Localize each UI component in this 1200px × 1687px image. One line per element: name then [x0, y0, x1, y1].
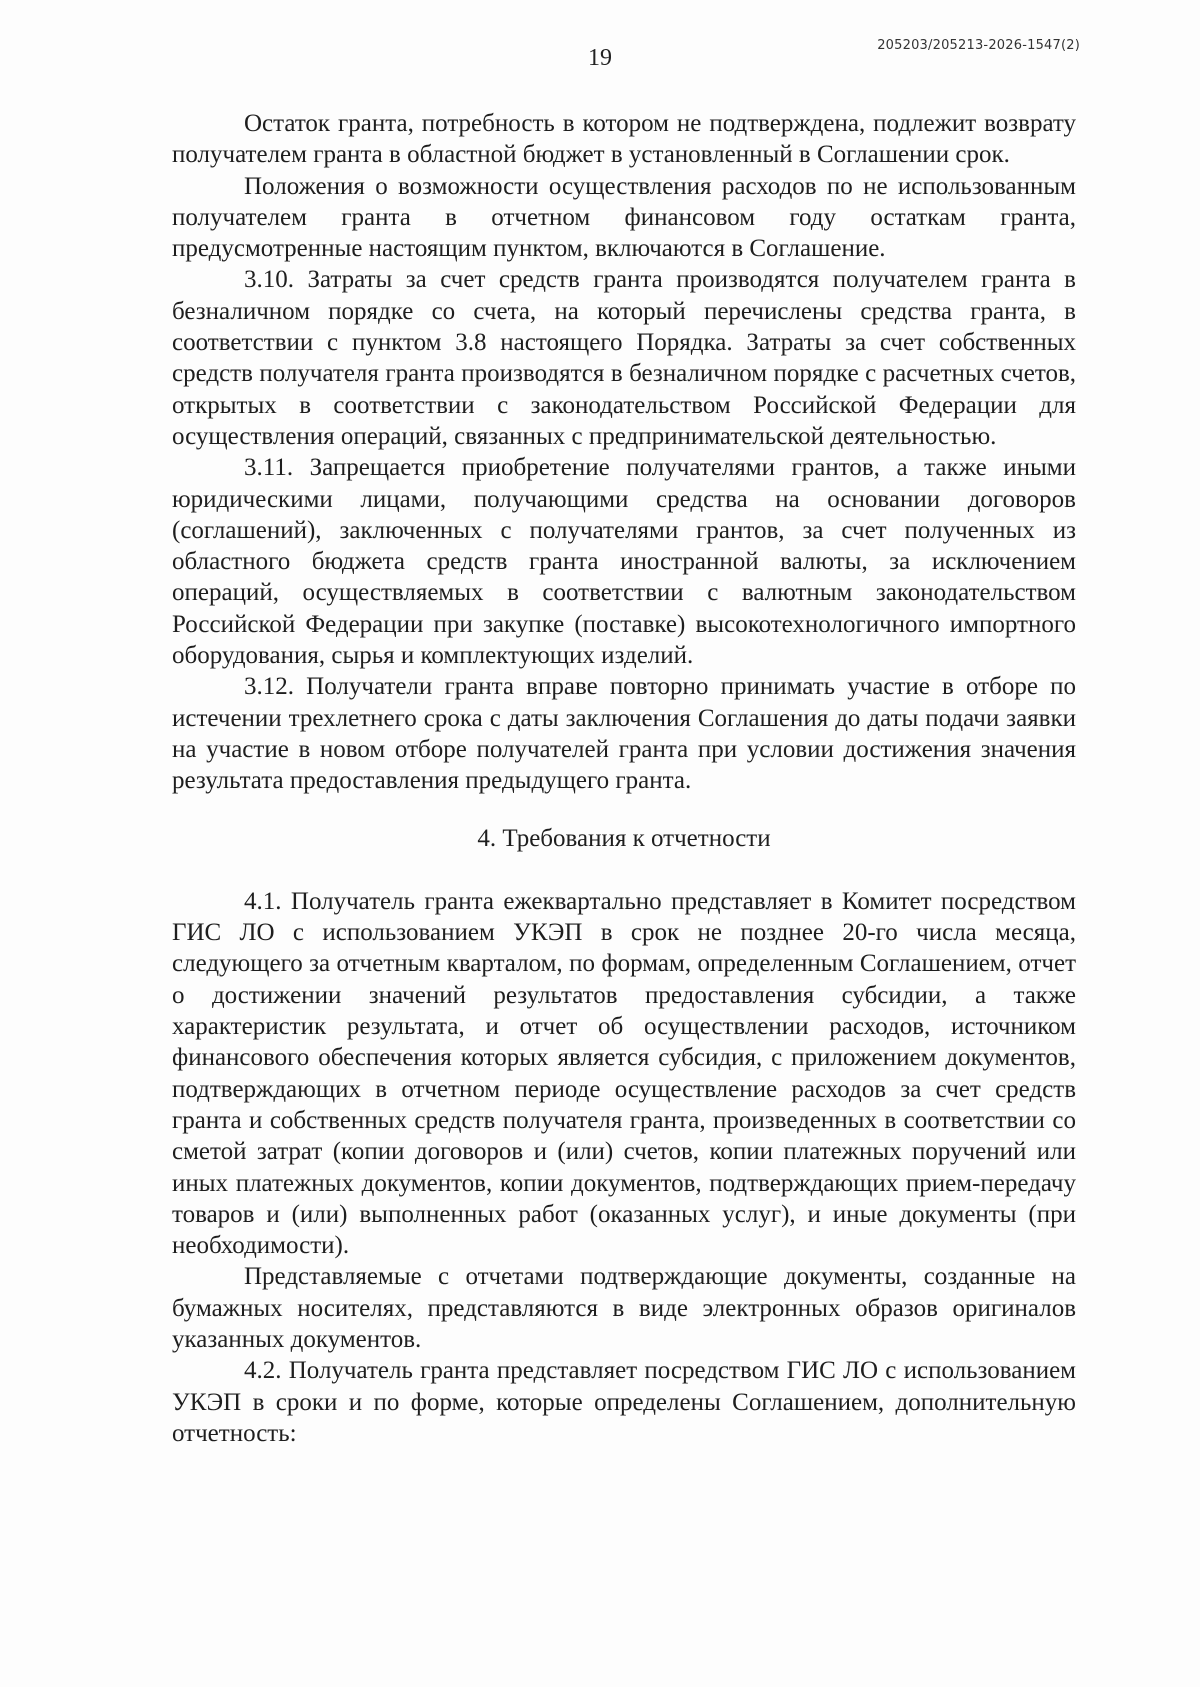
section-heading-reporting: 4. Требования к отчетности	[477, 824, 771, 852]
paragraph-3-11: 3.11. Запрещается приобретение получателями грантов, а также иными юридическими лицами, получающими средства на основании договоров (соглашений), заключенных с получателями грантов, за счет полученных из областного бюджета средств гранта иностранной валюты, за исключением операций, осуществляемых в соответствии с валютным законодательством Российской Федерации при закупке (поставке) высокотехнологичного импортного оборудования, сырья и комплектующих изделий.	[172, 454, 1076, 670]
paragraph-grant-remainder-provisions: Положения о возможности осуществления расходов по не использованным получателем гранта в отчетном финансовом году остаткам гранта, предусмотренные настоящим пунктом, включаются в Соглашение.	[172, 172, 1076, 263]
document-body	[172, 108, 1076, 1449]
page-number: 19	[588, 45, 612, 71]
paragraph-4-2: 4.2. Получатель гранта представляет посредством ГИС ЛО с использованием УКЭП в сроки и по форме, которые определены Соглашением, дополнительную отчетность:	[172, 1357, 1076, 1447]
paragraph-3-12: 3.12. Получатели гранта вправе повторно принимать участие в отборе по истечении трехлетнего срока с даты заключения Соглашения до даты подачи заявки на участие в новом отборе получателей гранта при условии достижения значения результата предоставления предыдущего гранта.	[172, 673, 1076, 795]
paragraph-supporting-documents: Представляемые с отчетами подтверждающие документы, созданные на бумажных носителях, представляются в виде электронных образов оригиналов указанных документов.	[172, 1263, 1076, 1353]
paragraph-grant-remainder: Остаток гранта, потребность в котором не подтверждена, подлежит возврату получателем гранта в областной бюджет в установленный в Соглашении срок.	[172, 110, 1076, 169]
paragraph-4-1: 4.1. Получатель гранта ежеквартально представляет в Комитет посредством ГИС ЛО с использованием УКЭП в срок не позднее 20-го числа месяца, следующего за отчетным кварталом, по формам, определенным Соглашением, отчет о достижении значений результатов предоставления субсидии, а также характеристик результата, и отчет об осуществлении расходов, источником финансового обеспечения которых является субсидия, с приложением документов, подтверждающих в отчетном периоде осуществление расходов за счет средств гранта и собственных средств получателя гранта, произведенных в соответствии со сметой затрат (копии договоров и (или) счетов, копии платежных поручений или иных платежных документов, копии документов, подтверждающих прием-передачу товаров и (или) выполненных работ (оказанных услуг), и иные документы (при необходимости).	[172, 887, 1076, 1260]
paragraph-3-10: 3.10. Затраты за счет средств гранта производятся получателем гранта в безналичном порядке со счета, на который перечислены средства гранта, в соответствии с пунктом 3.8 настоящего Порядка. Затраты за счет собственных средств получателя гранта производятся в безналичном порядке с расчетных счетов, открытых в соответствии с законодательством Российской Федерации для осуществления операций, связанных с предпринимательской деятельностью.	[172, 266, 1076, 450]
document-registration-number: 205203/205213-2026-1547(2)	[877, 38, 1080, 53]
